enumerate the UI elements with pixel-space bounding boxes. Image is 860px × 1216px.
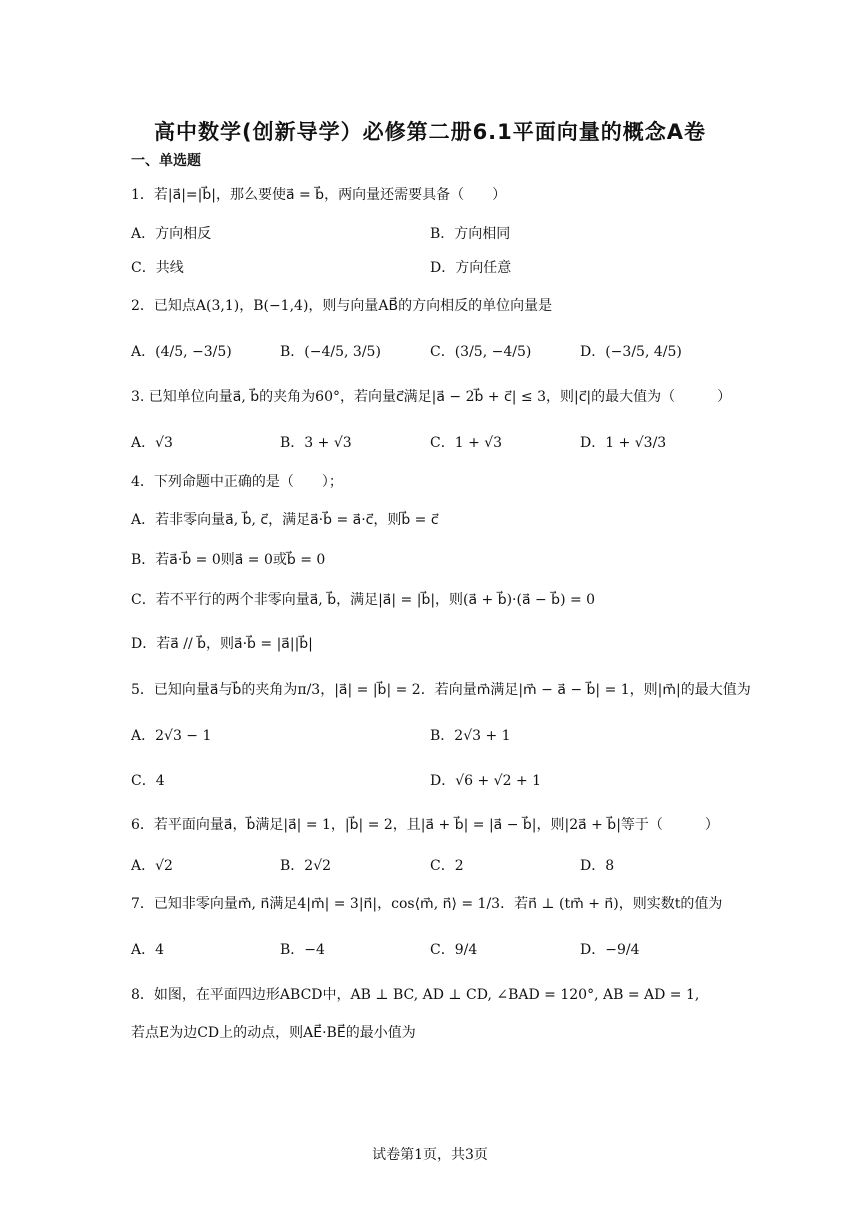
q6-option-a: A．√2	[131, 858, 173, 874]
question-8-stem-line2: 若点E为边CD上的动点，则AE⃗·BE⃗的最小值为	[131, 1025, 416, 1041]
q6-option-d: D．8	[580, 858, 615, 874]
q2-option-a: A．(4/5, −3/5)	[131, 344, 232, 360]
question-3-stem: 3. 已知单位向量a⃗, b⃗的夹角为60°，若向量c⃗满足|a⃗ − 2b⃗ + c⃗| ≤ 3，则|c⃗|的最大值为（ ）	[131, 389, 732, 405]
q5-option-a: A．2√3 − 1	[131, 728, 212, 744]
q7-option-b: B．−4	[280, 942, 325, 958]
question-6-stem: 6．若平面向量a⃗，b⃗满足|a⃗| = 1，|b⃗| = 2，且|a⃗ + b⃗| = |a⃗ − b⃗|，则|2a⃗ + b⃗|等于（ ）	[131, 817, 719, 833]
question-8-stem: 8．如图，在平面四边形ABCD中，AB ⊥ BC, AD ⊥ CD, ∠BAD = 120°, AB = AD = 1,	[131, 987, 700, 1003]
q7-option-c: C．9/4	[430, 942, 478, 958]
page-footer: 试卷第1页，共3页	[372, 1147, 488, 1163]
q6-option-c: C．2	[430, 858, 464, 874]
question-2-stem: 2．已知点A(3,1)，B(−1,4)，则与向量AB⃗的方向相反的单位向量是	[131, 298, 553, 314]
q7-option-a: A．4	[131, 942, 165, 958]
q1-option-c: C．共线	[131, 260, 184, 276]
q3-option-a: A．√3	[131, 435, 173, 451]
q3-option-b: B．3 + √3	[280, 435, 352, 451]
question-7-stem: 7．已知非零向量m⃗, n⃗满足4|m⃗| = 3|n⃗|，cos⟨m⃗, n⃗⟩ = 1/3．若n⃗ ⊥ (tm⃗ + n⃗)，则实数t的值为	[131, 896, 723, 912]
q1-option-a: A．方向相反	[131, 226, 212, 242]
q2-option-d: D．(−3/5, 4/5)	[580, 344, 682, 360]
q4-option-b: B．若a⃗·b⃗ = 0则a⃗ = 0或b⃗ = 0	[131, 552, 326, 568]
q1-option-d: D．方向任意	[430, 260, 512, 276]
q1-option-b: B．方向相同	[430, 226, 511, 242]
q3-option-c: C．1 + √3	[430, 435, 503, 451]
question-4-stem: 4．下列命题中正确的是（ ）；	[131, 474, 343, 490]
question-5-stem: 5．已知向量a⃗与b⃗的夹角为π/3，|a⃗| = |b⃗| = 2．若向量m⃗满足|m⃗ − a⃗ − b⃗| = 1，则|m⃗|的最大值为	[131, 682, 751, 698]
q4-option-d: D．若a⃗ // b⃗，则a⃗·b⃗ = |a⃗||b⃗|	[131, 636, 313, 652]
q2-option-c: C．(3/5, −4/5)	[430, 344, 532, 360]
q5-option-d: D．√6 + √2 + 1	[430, 773, 542, 789]
q6-option-b: B．2√2	[280, 858, 332, 874]
q7-option-d: D．−9/4	[580, 942, 640, 958]
section-heading: 一、单选题	[131, 153, 201, 169]
q2-option-b: B．(−4/5, 3/5)	[280, 344, 381, 360]
q3-option-d: D．1 + √3/3	[580, 435, 667, 451]
q5-option-b: B．2√3 + 1	[430, 728, 511, 744]
q5-option-c: C．4	[131, 773, 165, 789]
q4-option-a: A．若非零向量a⃗, b⃗, c⃗，满足a⃗·b⃗ = a⃗·c⃗，则b⃗ = c⃗	[131, 512, 439, 528]
q4-option-c: C．若不平行的两个非零向量a⃗, b⃗，满足|a⃗| = |b⃗|，则(a⃗ + b⃗)·(a⃗ − b⃗) = 0	[131, 592, 596, 608]
page-title: 高中数学(创新导学）必修第二册6.1平面向量的概念A卷	[153, 120, 707, 144]
question-1-stem: 1．若|a⃗|=|b⃗|，那么要使a⃗ = b⃗，两向量还需要具备（ ）	[131, 187, 507, 203]
